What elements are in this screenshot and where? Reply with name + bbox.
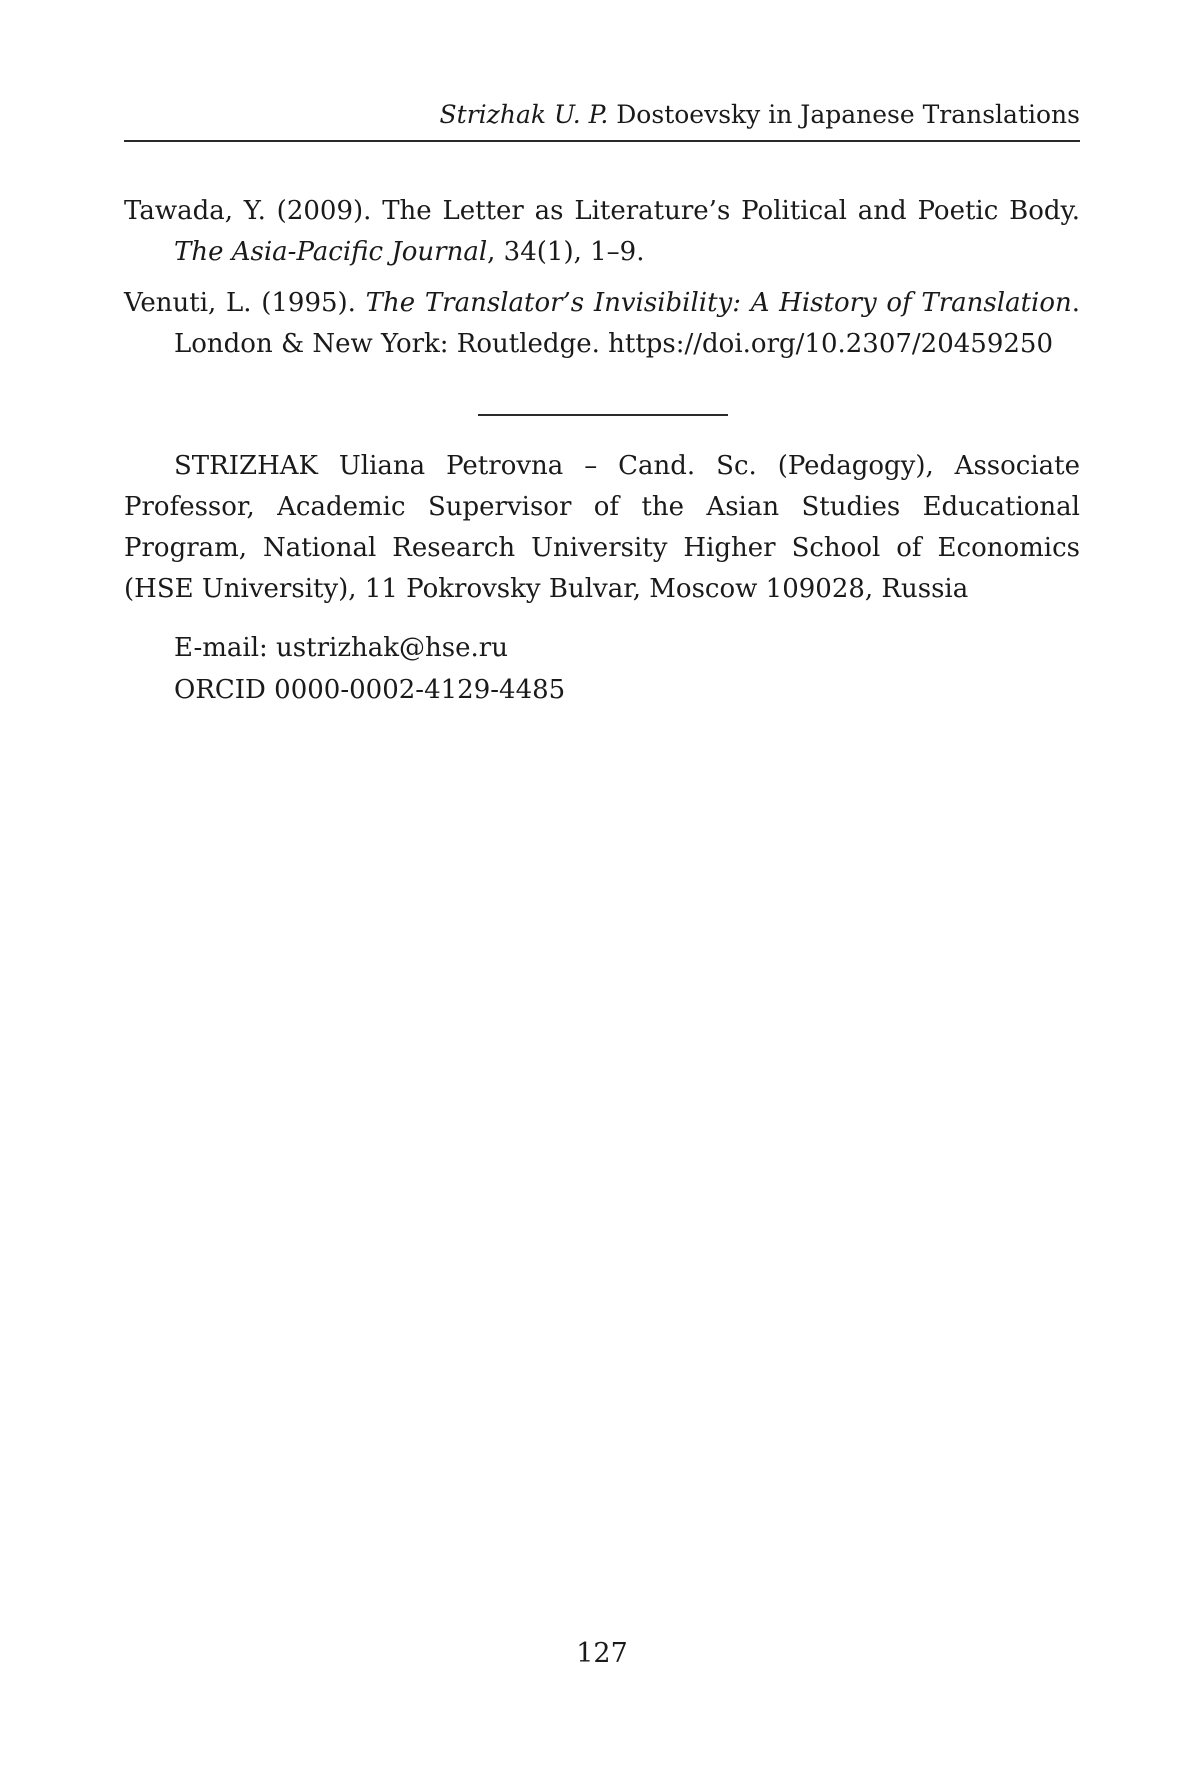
reference-journal: The Asia-Pacific Journal bbox=[174, 237, 488, 267]
reference-text: Venuti, L. (1995). bbox=[124, 288, 356, 318]
reference-text: Tawada, Y. (2009). The Letter as Literature’s Political and Poetic Body. bbox=[124, 196, 1080, 226]
header-author: Strizhak U. P. bbox=[439, 100, 609, 129]
document-page bbox=[124, 0, 1080, 1780]
author-contacts bbox=[174, 627, 1080, 711]
section-divider bbox=[478, 414, 728, 416]
reference-list bbox=[124, 191, 1080, 375]
reference-item bbox=[124, 191, 1080, 273]
header-title: Dostoevsky in Japanese Translations bbox=[616, 100, 1080, 129]
page-number: 127 bbox=[576, 1638, 628, 1669]
reference-details: , 34(1), 1–9. bbox=[487, 237, 645, 267]
author-bio: STRIZHAK Uliana Petrovna – Cand. Sc. (Pedagogy), Associate Professor, Academic Supervisor of the Asian Studies Educational Program, National Research University Higher School of Economics (HSE University), 11 Pokrovsky Bulvar, Moscow 109028, Russia bbox=[124, 451, 1080, 604]
reference-details: . London & New York: Routledge. https://doi.org/10.2307/20459250 bbox=[174, 288, 1081, 359]
author-orcid: ORCID 0000-0002-4129-4485 bbox=[174, 675, 566, 705]
header-rule bbox=[124, 140, 1080, 142]
reference-book-title: The Translator’s Invisibility: A History of Translation bbox=[365, 288, 1072, 318]
author-email: E-mail: ustrizhak@hse.ru bbox=[174, 633, 508, 663]
running-header bbox=[124, 98, 1080, 132]
reference-item bbox=[124, 283, 1080, 365]
